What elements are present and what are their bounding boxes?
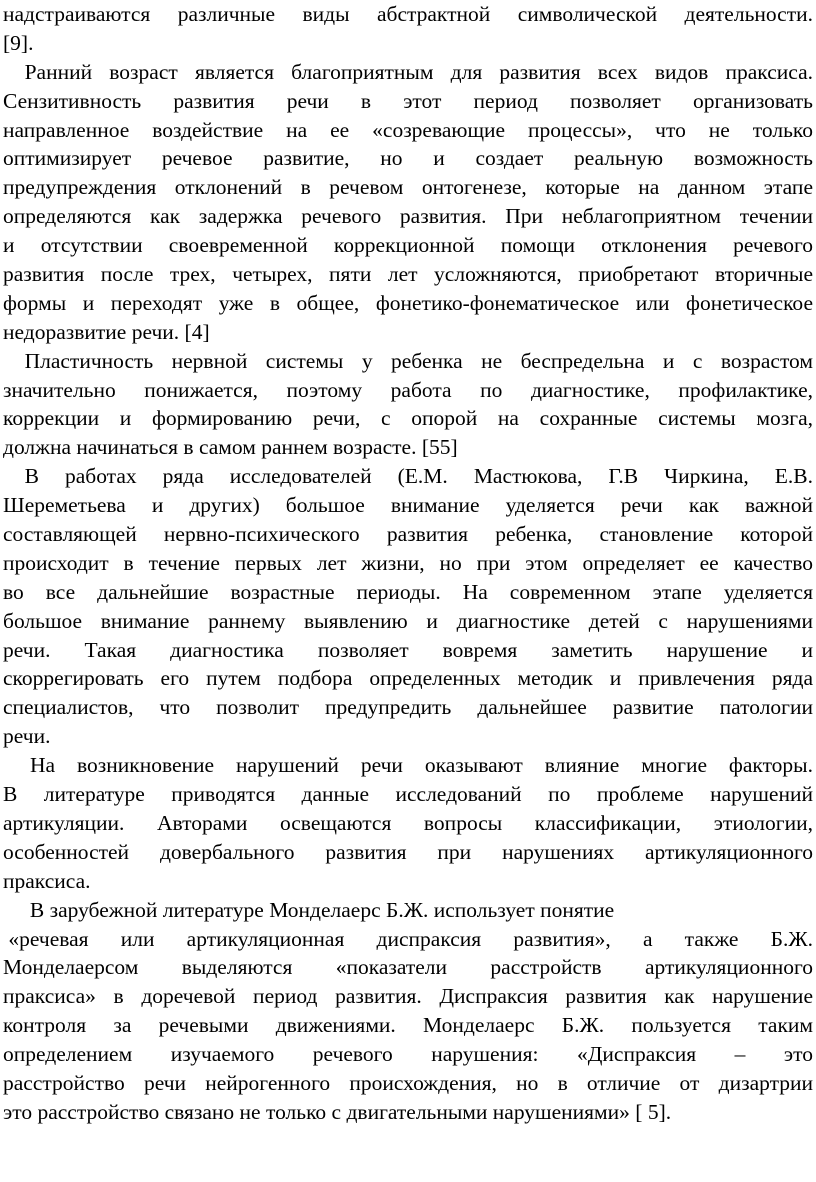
paragraph-p4: [3, 462, 813, 751]
text-line: особенностей довербального развития при нарушениях артикуляционного: [3, 839, 813, 864]
paragraph-p2: [3, 58, 813, 347]
text-line: На возникновение нарушений речи оказывают влияние многие факторы.: [30, 753, 813, 778]
text-line: речи.: [3, 724, 51, 749]
paragraph-p6: [3, 896, 813, 1127]
text-line: оптимизирует речевое развитие, но и создает реальную возможность: [3, 146, 813, 171]
text-line: В зарубежной литературе Монделаерс Б.Ж. использует понятие: [3, 897, 615, 922]
paragraph-p3: [3, 347, 813, 463]
text-line: «речевая или артикуляционная диспраксия развития», а также Б.Ж.: [8, 926, 813, 951]
text-line: артикуляции. Авторами освещаются вопросы классификации, этиологии,: [3, 810, 813, 835]
text-line: направленное воздействие на ее «созревающие процессы», что не только: [3, 117, 813, 142]
text-line: специалистов, что позволит предупредить дальнейшее развитие патологии: [3, 695, 813, 720]
text-line: и отсутствии своевременной коррекционной помощи отклонения речевого: [3, 233, 813, 258]
text-line: Шереметьева и других) большое внимание уделяется речи как важной: [3, 493, 813, 518]
text-line: контроля за речевыми движениями. Монделаерс Б.Ж. пользуется таким: [3, 1013, 813, 1038]
text-line: определяются как задержка речевого развития. При неблагоприятном течении: [3, 204, 813, 229]
text-line: предупреждения отклонений в речевом онтогенезе, которые на данном этапе: [3, 175, 813, 200]
text-line: должна начинаться в самом раннем возрасте. [55]: [3, 435, 458, 460]
text-line: праксиса» в доречевой период развития. Диспраксия развития как нарушение: [3, 984, 813, 1009]
text-line: Монделаерсом выделяются «показатели расстройств артикуляционного: [3, 955, 813, 980]
text-line: скоррегировать его путем подбора определенных методик и привлечения ряда: [3, 666, 813, 691]
text-line: формы и переходят уже в общее, фонетико-фонематическое или фонетическое: [3, 290, 813, 315]
text-line: расстройство речи нейрогенного происхождения, но в отличие от дизартрии: [3, 1070, 813, 1095]
text-line: Сензитивность развития речи в этот период позволяет организовать: [3, 88, 813, 113]
text-line: праксиса.: [3, 868, 91, 893]
text-line: Ранний возраст является благоприятным для развития всех видов праксиса.: [24, 59, 813, 84]
text-line: надстраиваются различные виды абстрактной символической деятельности.: [3, 2, 813, 26]
text-line: значительно понижается, поэтому работа по диагностике, профилактике,: [3, 377, 813, 402]
text-line: происходит в течение первых лет жизни, но при этом определяет ее качество: [3, 550, 813, 575]
text-line: развития после трех, четырех, пяти лет усложняются, приобретают вторичные: [3, 262, 813, 287]
paragraph-p5: [3, 751, 813, 895]
text-line: В литературе приводятся данные исследований по проблеме нарушений: [3, 782, 813, 807]
text-line: большое внимание раннему выявлению и диагностике детей с нарушениями: [3, 608, 813, 633]
paragraph-p1: [3, 0, 813, 58]
text-line: коррекции и формированию речи, с опорой на сохранные системы мозга,: [3, 406, 813, 431]
text-line: определением изучаемого речевого нарушения: «Диспраксия – это: [3, 1042, 813, 1067]
text-line: [9].: [3, 30, 34, 55]
text-line: Пластичность нервной системы у ребенка не беспредельна и с возрастом: [24, 348, 813, 373]
text-line: во все дальнейшие возрастные периоды. На современном этапе уделяется: [3, 579, 813, 604]
text-line: недоразвитие речи. [4]: [3, 319, 210, 344]
text-line: В работах ряда исследователей (Е.М. Мастюкова, Г.В Чиркина, Е.В.: [24, 464, 813, 489]
text-line: составляющей нервно-психического развития ребенка, становление которой: [3, 522, 813, 547]
text-line: речи. Такая диагностика позволяет вовремя заметить нарушение и: [3, 637, 813, 662]
text-line: это расстройство связано не только с двигательными нарушениями» [ 5].: [3, 1099, 672, 1124]
